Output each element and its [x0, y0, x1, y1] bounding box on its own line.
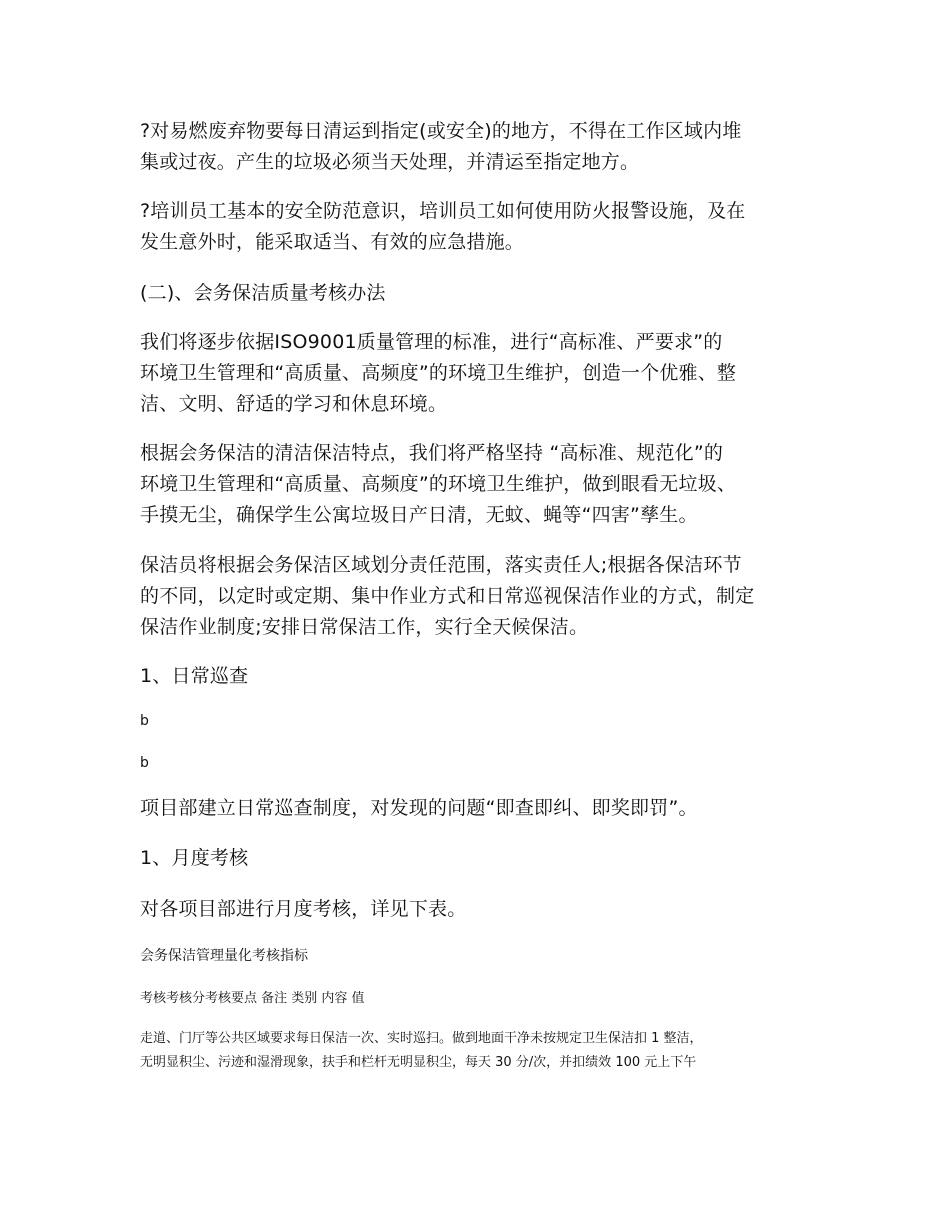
- text-line: 无明显积尘、污迹和湿滑现象，扶手和栏杆无明显积尘，每天 30 分/次，并扣绩效 100 元上下午: [140, 1055, 697, 1070]
- text-line: 保洁员将根据会务保洁区域划分责任范围，落实责任人;根据各保洁环节: [140, 554, 742, 576]
- paragraph-responsibility: [140, 550, 820, 643]
- paragraph-iso9001: [140, 327, 820, 420]
- paragraph-fire-waste: [140, 116, 820, 178]
- paragraph-inspection-system: 项目部建立日常巡查制度，对发现的问题“即查即纠、即奖即罚”。: [140, 797, 698, 819]
- text-line: 洁、文明、舒适的学习和休息环境。: [140, 393, 448, 415]
- paragraph-monthly-table-intro: 对各项目部进行月度考核，详见下表。: [140, 898, 467, 920]
- table-row: [140, 1027, 820, 1075]
- text-line: ?培训员工基本的安全防范意识，培训员工如何使用防火报警设施，及在: [140, 200, 746, 222]
- table-header: 考核考核分考核要点 备注 类别 内容 值: [140, 991, 365, 1006]
- text-line: 根据会务保洁的清洁保洁特点，我们将严格坚持 “高标准、规范化”的: [140, 442, 724, 464]
- text-line: 手摸无尘，确保学生公寓垃圾日产日清，无蚊、蝇等“四害”孳生。: [140, 504, 698, 526]
- text-line: 我们将逐步依据ISO9001质量管理的标准，进行“高标准、严要求”的: [140, 331, 723, 353]
- text-line: 保洁作业制度;安排日常保洁工作，实行全天候保洁。: [140, 616, 589, 638]
- document-page: [140, 0, 820, 1230]
- section-heading: (二)、会务保洁质量考核办法: [140, 282, 386, 304]
- paragraph-safety-training: [140, 196, 820, 258]
- text-line: 走道、门厅等公共区域要求每日保洁一次、实时巡扫。做到地面干净未按规定卫生保洁扣 1 整洁，: [140, 1031, 703, 1046]
- bullet-marker: b: [140, 713, 149, 729]
- text-line: 的不同，以定时或定期、集中作业方式和日常巡视保洁作业的方式，制定: [140, 585, 755, 607]
- text-line: 发生意外时，能采取适当、有效的应急措施。: [140, 231, 525, 253]
- heading-daily-inspection: 1、日常巡查: [140, 665, 249, 687]
- heading-monthly-assessment: 1、月度考核: [140, 847, 249, 869]
- text-line: 环境卫生管理和“高质量、高频度”的环境卫生维护，创造一个优雅、整: [140, 362, 737, 384]
- paragraph-cleaning-standards: [140, 438, 820, 531]
- text-line: ?对易燃废弃物要每日清运到指定(或安全)的地方，不得在工作区域内堆: [140, 120, 742, 142]
- text-line: 集或过夜。产生的垃圾必须当天处理，并清运至指定地方。: [140, 151, 640, 173]
- table-title: 会务保洁管理量化考核指标: [140, 948, 308, 964]
- bullet-marker: b: [140, 755, 149, 771]
- text-line: 环境卫生管理和“高质量、高频度”的环境卫生维护，做到眼看无垃圾、: [140, 473, 737, 495]
